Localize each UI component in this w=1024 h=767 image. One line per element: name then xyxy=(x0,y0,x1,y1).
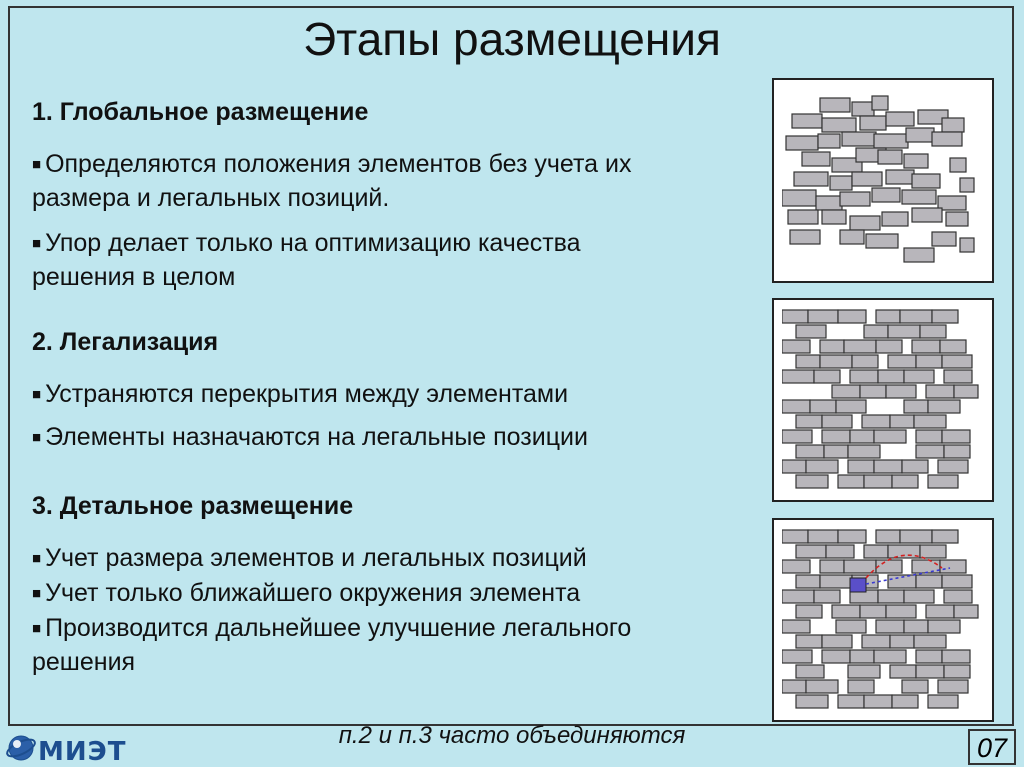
cell-block xyxy=(830,176,852,190)
cell-block xyxy=(850,430,874,443)
cell-block xyxy=(878,370,904,383)
cell-block xyxy=(912,174,940,188)
cell-block xyxy=(862,635,890,648)
cell-block xyxy=(940,340,966,353)
cell-block xyxy=(874,650,906,663)
cell-block xyxy=(796,355,820,368)
legalization-illustration xyxy=(772,298,994,502)
cell-block xyxy=(788,210,818,224)
cell-block xyxy=(796,415,822,428)
cell-block xyxy=(878,590,904,603)
cell-block xyxy=(860,116,886,130)
cell-block xyxy=(906,128,934,142)
logo-text: МИЭТ xyxy=(38,737,127,767)
cell-block xyxy=(874,430,906,443)
cell-block xyxy=(944,665,970,678)
cell-block xyxy=(904,620,928,633)
cell-block xyxy=(782,340,810,353)
cell-block xyxy=(890,665,916,678)
cell-block xyxy=(872,188,900,202)
cell-block xyxy=(796,445,824,458)
cell-block xyxy=(840,230,864,244)
cell-block xyxy=(876,620,904,633)
globe-logo-icon xyxy=(4,731,38,765)
cell-block xyxy=(912,208,942,222)
cell-block xyxy=(902,680,928,693)
cell-block xyxy=(916,430,942,443)
cell-block xyxy=(822,635,852,648)
legalization-diagram xyxy=(782,308,982,493)
cell-block xyxy=(932,530,958,543)
cell-block xyxy=(782,560,810,573)
cell-block xyxy=(838,310,866,323)
cell-block xyxy=(946,212,968,226)
cell-block xyxy=(892,695,918,708)
cell-block xyxy=(874,134,908,148)
cell-block xyxy=(820,355,852,368)
cell-block xyxy=(822,430,850,443)
cell-block xyxy=(786,136,818,150)
cell-block xyxy=(916,575,942,588)
cell-block xyxy=(848,665,880,678)
cell-block xyxy=(960,238,974,252)
cell-block xyxy=(838,530,866,543)
section3-heading: 3. Детальное размещение xyxy=(32,492,354,520)
cell-block xyxy=(822,210,846,224)
bullet-marker: ■ xyxy=(32,585,42,602)
cell-block xyxy=(836,400,866,413)
cell-block xyxy=(944,370,972,383)
cell-block xyxy=(938,460,968,473)
cell-block xyxy=(782,190,816,206)
cell-block xyxy=(944,445,970,458)
bullet-marker: ■ xyxy=(32,550,42,567)
cell-block xyxy=(916,445,944,458)
cell-block xyxy=(814,370,840,383)
bullet-marker: ■ xyxy=(32,386,42,403)
cell-block xyxy=(916,355,942,368)
cell-block xyxy=(864,695,892,708)
cell-block xyxy=(808,310,838,323)
cell-block xyxy=(814,590,840,603)
cell-block xyxy=(872,96,888,110)
cell-block xyxy=(900,530,932,543)
cell-block xyxy=(904,248,934,262)
cell-block xyxy=(954,385,978,398)
cell-block xyxy=(864,325,888,338)
cell-block xyxy=(844,560,876,573)
cell-block xyxy=(796,605,822,618)
cell-block xyxy=(866,234,898,248)
cell-block xyxy=(944,590,972,603)
cell-block xyxy=(886,112,914,126)
cell-block xyxy=(942,430,970,443)
cell-block xyxy=(886,605,916,618)
cell-block xyxy=(802,152,830,166)
cell-block xyxy=(782,590,814,603)
cell-block xyxy=(844,340,876,353)
cell-block xyxy=(838,695,864,708)
cell-block xyxy=(942,118,964,132)
section1-heading: 1. Глобальное размещение xyxy=(32,98,369,126)
cell-block xyxy=(820,340,844,353)
cell-block xyxy=(864,545,888,558)
cell-block xyxy=(808,530,838,543)
bullet-marker: ■ xyxy=(32,156,42,173)
cell-block xyxy=(914,635,946,648)
cell-block xyxy=(796,575,820,588)
cell-block xyxy=(796,545,826,558)
cell-block xyxy=(832,385,860,398)
cell-block xyxy=(836,620,866,633)
cell-block xyxy=(806,680,838,693)
cell-block xyxy=(850,370,878,383)
cell-block xyxy=(782,620,810,633)
cell-block xyxy=(916,650,942,663)
cell-block xyxy=(932,232,956,246)
global-placement-illustration xyxy=(772,78,994,283)
cell-block xyxy=(820,560,844,573)
detailed-placement-illustration xyxy=(772,518,994,722)
cell-block xyxy=(928,400,960,413)
cell-block xyxy=(824,445,848,458)
cell-block xyxy=(826,545,854,558)
cell-block xyxy=(902,460,928,473)
cell-block xyxy=(904,370,934,383)
cell-block xyxy=(916,665,944,678)
cell-block xyxy=(920,325,946,338)
cell-block xyxy=(888,325,920,338)
cell-block xyxy=(932,310,958,323)
cell-block xyxy=(848,460,874,473)
cell-block xyxy=(782,650,812,663)
cell-block xyxy=(806,460,838,473)
section3-bullet-2: ■ Учет только ближайшего окружения элемента xyxy=(32,579,581,607)
section1-bullet-1: ■ Определяются положения элементов без учета их xyxy=(32,150,632,178)
cell-block xyxy=(942,355,972,368)
cell-block xyxy=(928,475,958,488)
cell-block xyxy=(782,530,808,543)
cell-block xyxy=(782,680,806,693)
cell-block xyxy=(954,605,978,618)
cell-block xyxy=(796,475,828,488)
cell-block xyxy=(940,560,966,573)
cell-block xyxy=(848,680,874,693)
bullet-marker: ■ xyxy=(32,620,42,637)
footer-note: п.2 и п.3 часто объединяются xyxy=(338,722,686,749)
cell-block xyxy=(816,196,842,210)
cell-block xyxy=(942,650,970,663)
cell-block xyxy=(848,445,880,458)
cell-block xyxy=(890,415,914,428)
cell-block xyxy=(782,430,812,443)
page-number: 07 xyxy=(968,729,1016,765)
cell-block xyxy=(822,118,856,132)
cell-block xyxy=(926,605,954,618)
bullet-marker: ■ xyxy=(32,429,42,446)
cell-block xyxy=(820,98,850,112)
cell-block xyxy=(904,590,934,603)
section1-bullet-1-cont: размера и легальных позиций. xyxy=(32,184,390,212)
cell-block xyxy=(850,650,874,663)
section2-bullet-2: ■ Элементы назначаются на легальные позиции xyxy=(32,423,588,451)
cell-block xyxy=(862,415,890,428)
cell-block xyxy=(850,216,880,230)
cell-block xyxy=(942,575,972,588)
cell-block xyxy=(796,635,822,648)
cell-block xyxy=(886,385,916,398)
cell-block xyxy=(888,355,916,368)
cell-block xyxy=(860,605,886,618)
cell-block xyxy=(822,650,850,663)
cell-block xyxy=(876,530,900,543)
cell-block xyxy=(928,695,958,708)
cell-block xyxy=(810,400,836,413)
cell-block xyxy=(852,355,878,368)
cell-block xyxy=(878,150,902,164)
cell-block xyxy=(882,212,908,226)
cell-block xyxy=(782,400,810,413)
cell-block xyxy=(838,475,864,488)
slide-title: Этапы размещения xyxy=(303,13,721,65)
cell-block xyxy=(904,154,928,168)
cell-block xyxy=(928,620,960,633)
cell-block xyxy=(796,665,824,678)
cell-block xyxy=(960,178,974,192)
cell-block xyxy=(792,114,822,128)
cell-block xyxy=(840,192,870,206)
cell-block xyxy=(796,325,826,338)
cell-block xyxy=(820,575,852,588)
cell-block xyxy=(852,172,882,186)
cell-block xyxy=(782,370,814,383)
cell-block xyxy=(864,475,892,488)
cell-block xyxy=(874,460,902,473)
section1-bullet-2-cont: решения в целом xyxy=(32,263,236,291)
cell-block xyxy=(876,560,902,573)
cell-block xyxy=(902,190,936,204)
section2-bullet-1: ■ Устраняются перекрытия между элементами xyxy=(32,380,569,408)
cell-block xyxy=(886,170,914,184)
cell-block xyxy=(892,475,918,488)
selected-cell xyxy=(850,578,866,592)
cell-block xyxy=(950,158,966,172)
cell-block xyxy=(782,310,808,323)
cell-block xyxy=(932,132,962,146)
cell-block xyxy=(900,310,932,323)
cell-block xyxy=(790,230,820,244)
cell-block xyxy=(822,415,852,428)
cell-block xyxy=(842,132,876,146)
bullet-marker: ■ xyxy=(32,235,42,252)
section1-bullet-2: ■ Упор делает только на оптимизацию качества xyxy=(32,229,581,257)
cell-block xyxy=(912,340,940,353)
section3-bullet-3: ■ Производится дальнейшее улучшение легального xyxy=(32,614,632,642)
section3-bullet-1: ■ Учет размера элементов и легальных позиций xyxy=(32,544,587,572)
cell-block xyxy=(904,400,928,413)
cell-block xyxy=(876,310,900,323)
section2-heading: 2. Легализация xyxy=(32,328,219,356)
cell-block xyxy=(818,134,840,148)
cell-block xyxy=(920,545,946,558)
cell-block xyxy=(852,102,874,116)
section3-bullet-3-cont: решения xyxy=(32,648,136,676)
cell-block xyxy=(938,680,968,693)
cell-block xyxy=(926,385,954,398)
cell-block xyxy=(860,385,886,398)
cell-block xyxy=(796,695,828,708)
cell-block xyxy=(794,172,828,186)
cell-block xyxy=(832,605,860,618)
cell-block xyxy=(782,460,806,473)
cell-block xyxy=(876,340,902,353)
cell-block xyxy=(914,415,946,428)
global-placement-diagram xyxy=(782,88,982,273)
cell-block xyxy=(890,635,914,648)
cell-block xyxy=(912,560,940,573)
detailed-placement-diagram xyxy=(782,528,982,713)
